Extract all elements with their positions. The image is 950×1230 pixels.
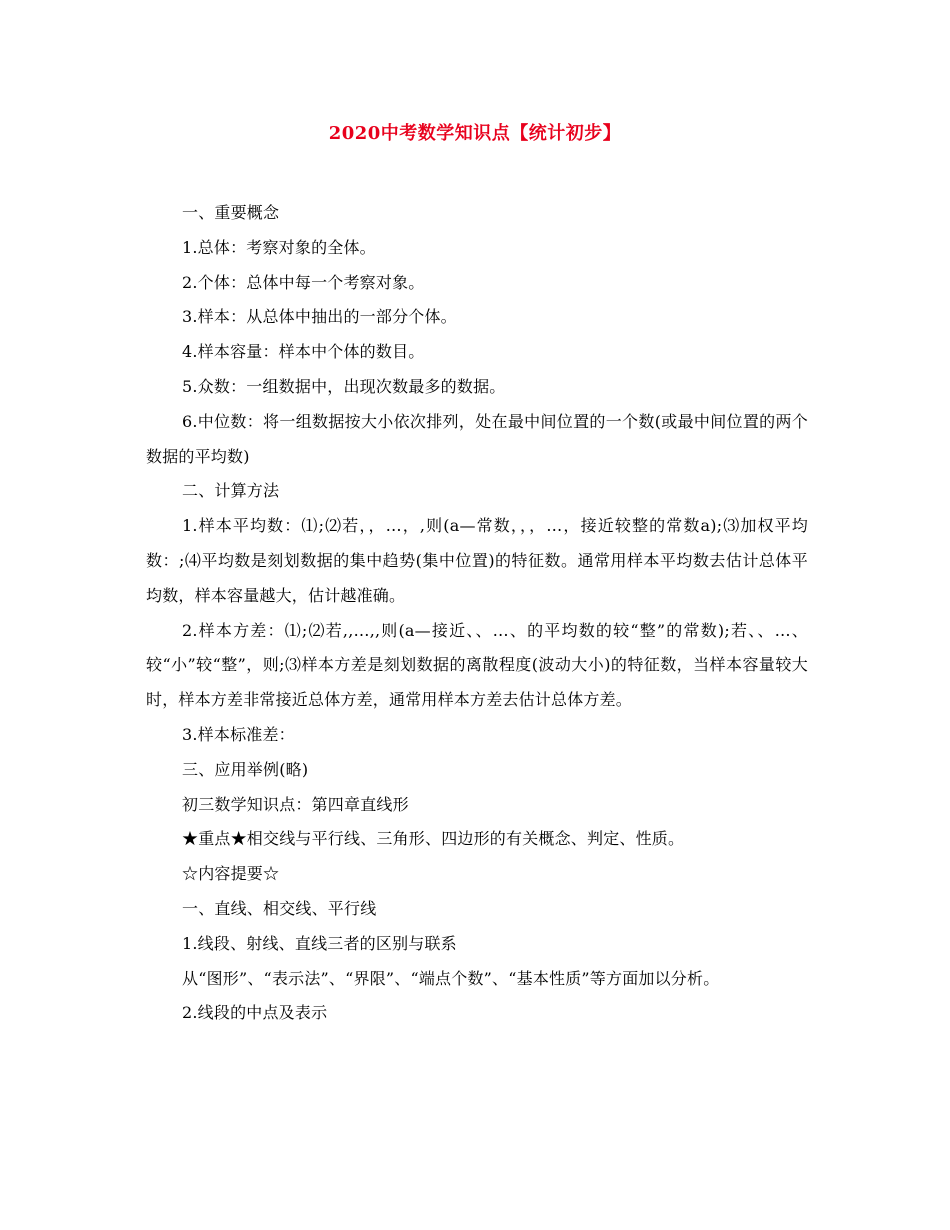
document-title: 2020中考数学知识点【统计初步】 [328, 123, 622, 144]
heading-lines: 一、直线、相交线、平行线 [182, 898, 377, 918]
paragraph-midpoint: 2.线段的中点及表示 [182, 1003, 328, 1023]
paragraph-segment-ray-line: 1.线段、射线、直线三者的区别与联系 [182, 933, 457, 953]
document-body [146, 196, 808, 1031]
heading-chapter-four: 初三数学知识点：第四章直线形 [182, 794, 409, 814]
paragraph-population: 1.总体：考察对象的全体。 [182, 237, 376, 257]
paragraph-sample-size: 4.样本容量：样本中个体的数目。 [182, 342, 425, 362]
paragraph-mode: 5.众数：一组数据中，出现次数最多的数据。 [182, 376, 506, 396]
paragraph-key-points: ★重点★相交线与平行线、三角形、四边形的有关概念、判定、性质。 [182, 829, 685, 849]
paragraph-individual: 2.个体：总体中每一个考察对象。 [182, 272, 425, 292]
paragraph-sample: 3.样本：从总体中抽出的一部分个体。 [182, 307, 457, 327]
paragraph-sample-std-dev: 3.样本标准差： [182, 724, 295, 744]
heading-important-concepts: 一、重要概念 [182, 203, 280, 222]
heading-content-summary: ☆内容提要☆ [182, 864, 280, 884]
heading-calculation-methods: 二、计算方法 [182, 481, 280, 501]
paragraph-median: 6.中位数：将一组数据按大小依次排列，处在最中间位置的一个数(或最中间位置的两个数据的平均数) [146, 411, 808, 466]
heading-application-examples: 三、应用举例(略) [182, 759, 309, 779]
paragraph-analysis-aspects: 从“图形”、“表示法”、“界限”、“端点个数”、“基本性质”等方面加以分析。 [182, 968, 720, 988]
paragraph-sample-variance: 2.样本方差：⑴;⑵若,,…,,则(a—接近、、…、的平均数的较“整”的常数);若、、…、较“小”较“整”，则;⑶样本方差是刻划数据的离散程度(波动大小)的特征数，当样本容量较大时，样本方差非常接近总体方差，通常用样本方差去估计总体方差。 [146, 620, 808, 710]
paragraph-sample-mean: 1.样本平均数：⑴;⑵若，，…，,则(a—常数，，，…，接近较整的常数a);⑶加权平均数：;⑷平均数是刻划数据的集中趋势(集中位置)的特征数。通常用样本平均数去估计总体平均数，样本容量越大，估计越准确。 [146, 516, 808, 605]
